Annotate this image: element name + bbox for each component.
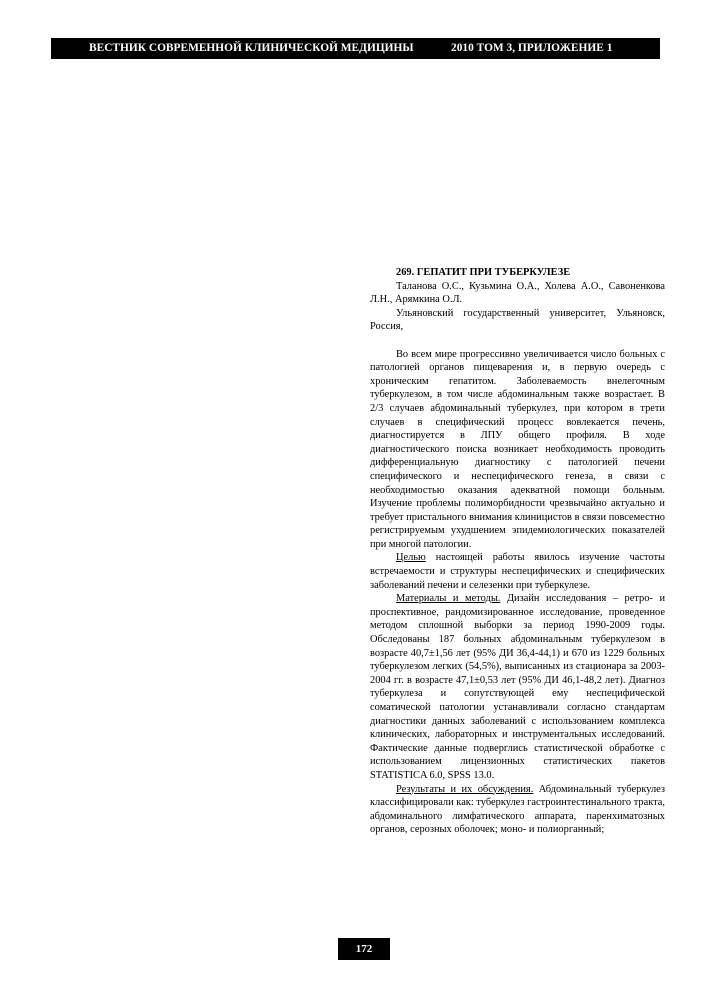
article-affiliation: Ульяновский государственный университет, Ульяновск, Россия, [370,307,665,333]
article-authors: Таланова О.С., Кузьмина О.А., Холева А.О., Савоненкова Л.Н., Арямкина О.Л. [370,280,665,306]
methods-paragraph [370,592,665,782]
aim-paragraph [370,551,665,592]
spacer [370,334,665,348]
journal-title: ВЕСТНИК СОВРЕМЕННОЙ КЛИНИЧЕСКОЙ МЕДИЦИНЫ [89,42,414,54]
article-title: 269. ГЕПАТИТ ПРИ ТУБЕРКУЛЕЗЕ [396,267,571,278]
results-label: Результаты и их обсуждения. [396,783,534,795]
article-column [370,266,665,837]
page-number: 172 [338,938,390,960]
issue-info: 2010 ТОМ 3, ПРИЛОЖЕНИЕ 1 [451,42,613,54]
methods-text: Дизайн исследования – ретро- и проспективное, рандомизированное исследование, проведенное методом сплошной выборки за период 1990-2009 годы. Обследованы 187 больных абдоминальным туберкулезом в возрасте 40,7±1,56 лет (95% ДИ 36,4-44,1) и 670 из 1229 больных туберкулезом легких (54,5%), выписанных из стационара за 2003-2004 гг. в возрасте 47,1±0,53 лет (95% ДИ 46,1-48,2 лет). Диагноз туберкулеза и сопутствующей ему неспецифической соматической патологии устанавливали согласно стандартам диагностики данных заболеваний с использованием комплекса клинических, лабораторных и инструментальных исследований. Фактические данные подверглись статистической обработке с использованием лицензионных статистических пакетов STATISTICA 6.0, SPSS 13.0. [370,593,666,781]
journal-header [51,38,660,59]
intro-paragraph: Во всем мире прогрессивно увеличивается число больных с патологией органов пищеварения и, в первую очередь с хроническим гепатитом. Заболеваемость внелегочным туберкулезом, в том числе абдоминальным также возрастает. В 2/3 случаев абдоминальный туберкулез, при котором в трети случаев в специфический процесс вовлекается печень, диагностируется в ЛПУ общего профиля. В ходе диагностического поиска возникает необходимость проводить дифференциальную диагностику с патологией печени специфического и неспецифического генеза, в связи с необходимостью оказания адекватной помощи больным. Изучение проблемы полиморбидности чрезвычайно актуально и требует пристального внимания клиницистов в связи повсеместно регистрируемым ухудшением эпидемиологических показателей при многой патологии. [370,348,665,550]
methods-label: Материалы и методы. [396,593,501,605]
results-paragraph [370,783,665,837]
results-text: Абдоминальный туберкулез классифицировали как: туберкулез гастроинтестинального тракта, абдоминального лимфатического аппарата, паренхиматозных органов, серозных оболочек; моно- и полиорганный; [370,783,666,836]
aim-label: Целью [396,552,426,564]
aim-text: настоящей работы явилось изучение частоты встречаемости и структуры неспецифических и специфических заболеваний печени и селезенки при туберкулезе. [370,552,665,591]
